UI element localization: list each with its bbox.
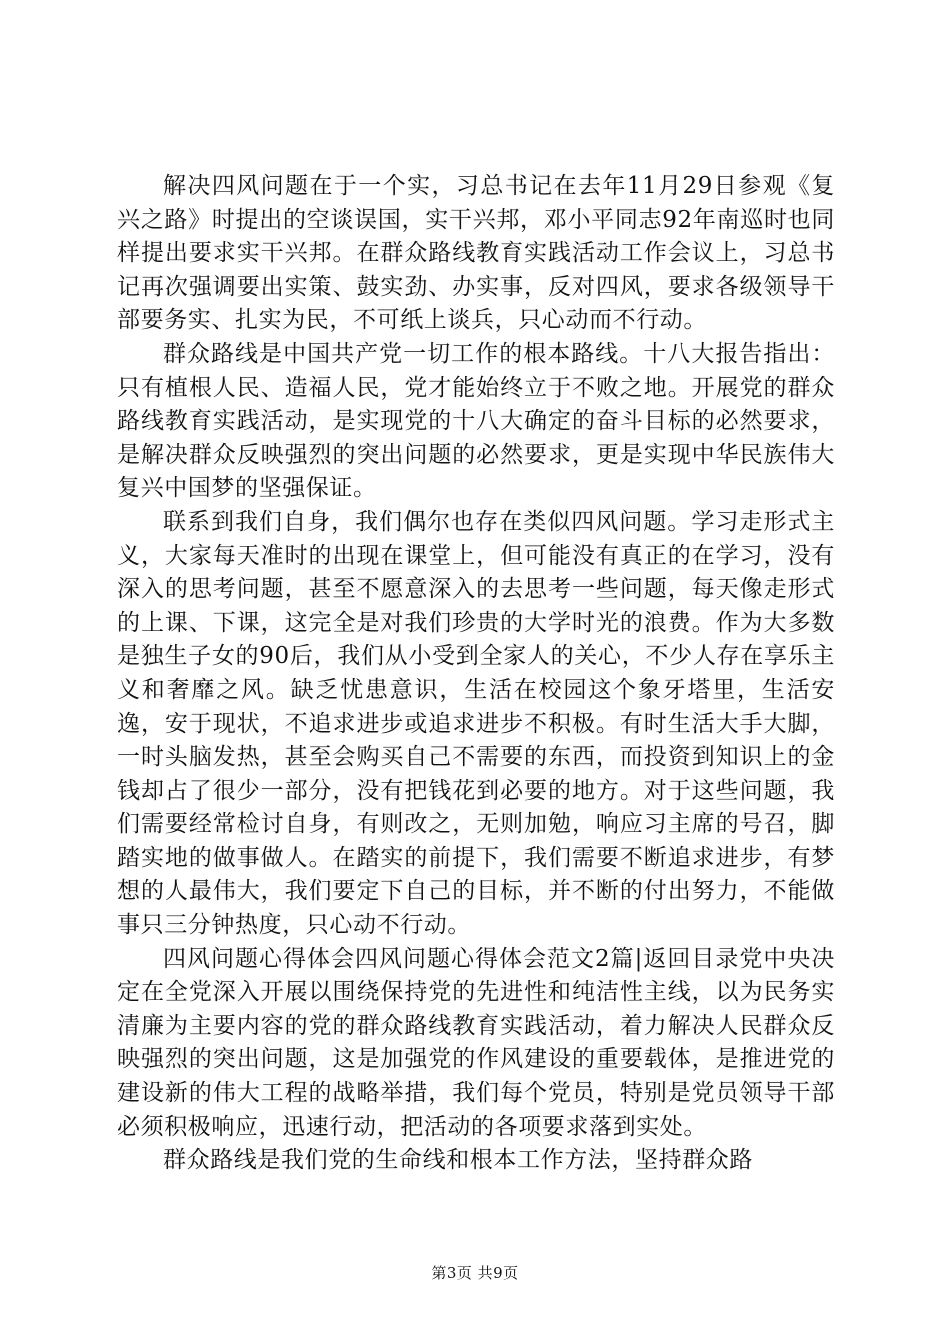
paragraph-5: 群众路线是我们党的生命线和根本工作方法，坚持群众路: [163, 1147, 753, 1174]
paragraph-3: 联系到我们自身，我们偶尔也存在类似四风问题。学习走形式主义，大家每天准时的出现在课堂上，但可能没有真正的在学习，没有深入的思考问题，甚至不愿意深入的去思考一些问题，每天像走形式的上课、下课，这完全是对我们珍贵的大学时光的浪费。作为大多数是独生子女的90后，我们从小受到全家人的关心，不少人存在享乐主义和奢靡之风。缺乏忧患意识，生活在校园这个象牙塔里，生活安逸，安于现状，不追求进步或追求进步不积极。有时生活大手大脚，一时头脑发热，甚至会购买自己不需要的东西，而投资到知识上的金钱却占了很少一部分，没有把钱花到必要的地方。对于这些问题，我们需要经常检讨自身，有则改之，无则加勉，响应习主席的号召，脚踏实地的做事做人。在踏实的前提下，我们需要不断追求进步，有梦想的人最伟大，我们要定下自己的目标，并不断的付出努力，不能做事只三分钟热度，只心动不行动。: [117, 508, 835, 939]
page-number-footer: 第3页 共9页: [431, 1264, 519, 1282]
document-body: [117, 170, 835, 1178]
paragraph-1: 解决四风问题在于一个实，习总书记在去年11月29日参观《复兴之路》时提出的空谈误国，实干兴邦，邓小平同志92年南巡时也同样提出要求实干兴邦。在群众路线教育实践活动工作会议上，习总书记再次强调要出实策、鼓实劲、办实事，反对四风，要求各级领导干部要务实、扎实为民，不可纸上谈兵，只心动而不行动。: [117, 173, 835, 334]
paragraph-2: 群众路线是中国共产党一切工作的根本路线。十八大报告指出：只有植根人民、造福人民，党才能始终立于不败之地。开展党的群众路线教育实践活动，是实现党的十八大确定的奋斗目标的必然要求，是解决群众反映强烈的突出问题的必然要求，更是实现中华民族伟大复兴中国梦的坚强保证。: [117, 340, 835, 502]
paragraph-4: 四风问题心得体会四风问题心得体会范文2篇|返回目录党中央决定在全党深入开展以围绕保持党的先进性和纯洁性主线，以为民务实清廉为主要内容的党的群众路线教育实践活动，着力解决人民群众反映强烈的突出问题，这是加强党的作风建设的重要载体，是推进党的建设新的伟大工程的战略举措，我们每个党员，特别是党员领导干部必须积极响应，迅速行动，把活动的各项要求落到实处。: [117, 945, 835, 1140]
